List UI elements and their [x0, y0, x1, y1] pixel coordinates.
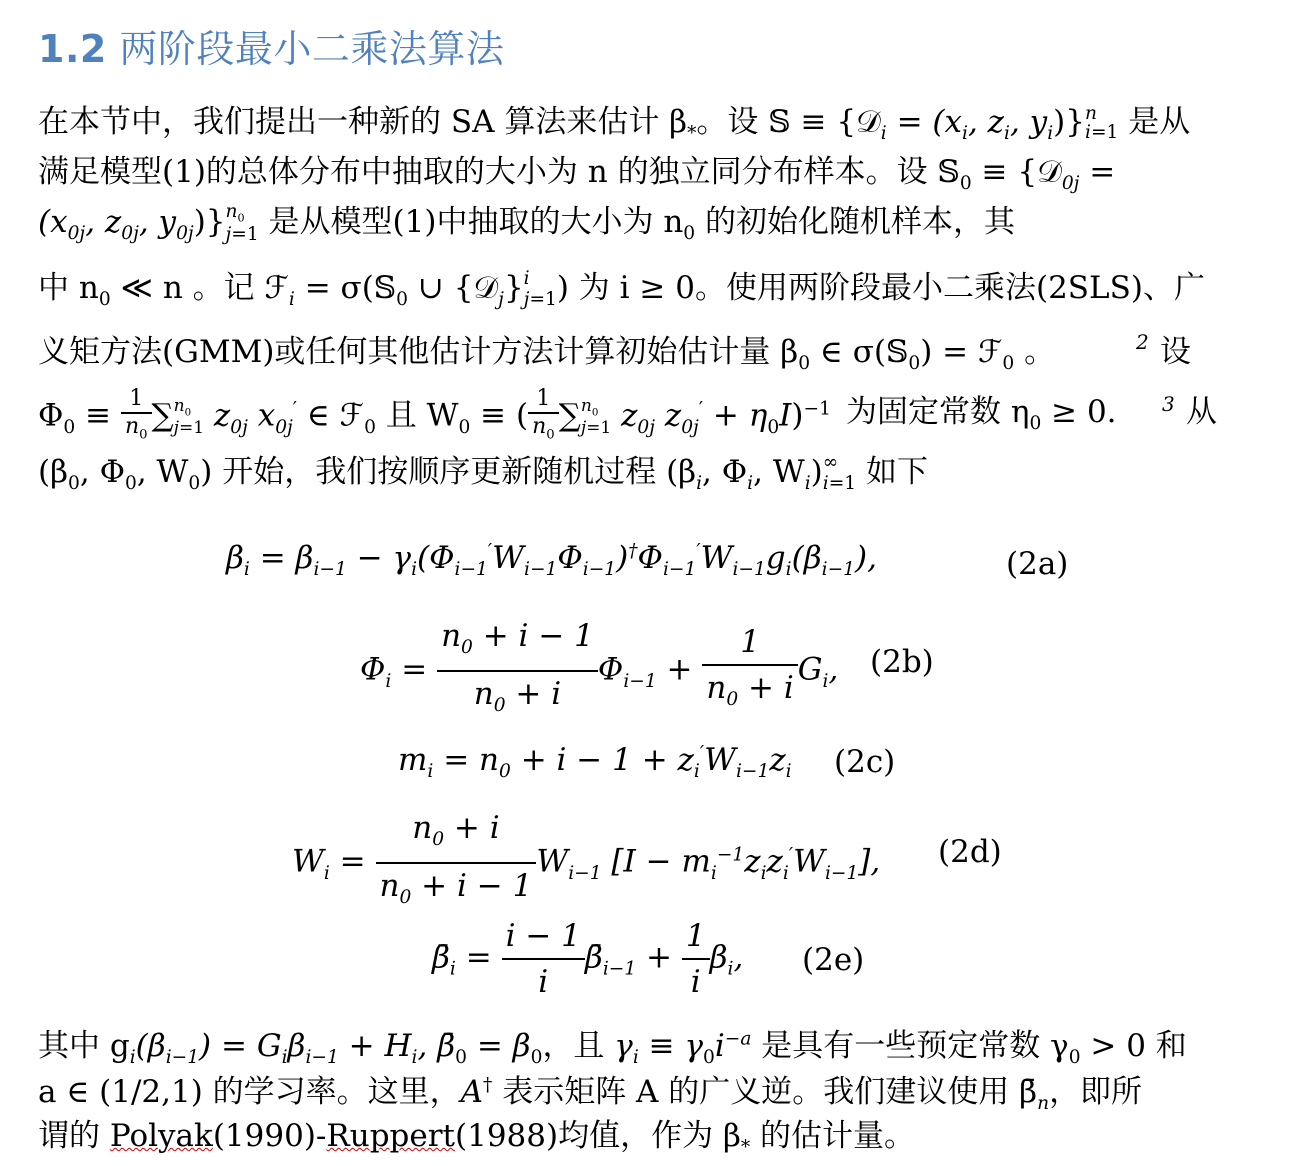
section-heading [38, 18, 504, 73]
paragraph1-line3: ($x_{0j}$, $z_{0j}$, $y_{0j})\}n_0$ j=1 是从模型(1)中抽取的大小为 $n_0$ 的初始化随机样本，其 [38, 200, 1015, 245]
polyak-name: Polyak [109, 1118, 213, 1154]
paragraph1-line2: 满足模型(1)的总体分布中抽取的大小为 n 的独立同分布样本。设 𝕊$_0$ ≡ {𝒟$_{0j}$ = [38, 154, 1116, 195]
footnote-2[interactable]: 2 [1136, 330, 1149, 354]
paragraph1-line6-tail: 从 [1186, 394, 1217, 430]
equation-label-2b: (2b) [870, 644, 934, 680]
paragraph1-line5-end: 设 [1160, 334, 1191, 370]
equation-2b: $\Phi_i$ = $\frac{n_0 + i - 1}{n_0 + i}$ $\Phi_{i-1}$ + $\frac{1}{n_0 + i}$ $G_i$, [360, 614, 838, 728]
paragraph1-line4: 中 $n_0$ ≪ n 。记 ℱ$_i$ = σ(𝕊$_0$ ∪ {𝒟$_j$}i j=1) 为 i ≥ 0。使用两阶段最小二乘法(2SLS)、广 [38, 268, 1205, 311]
equation-label-2d: (2d) [938, 834, 1002, 870]
section-number: 1.2 [38, 27, 107, 71]
footnote-3[interactable]: 3 [1162, 392, 1175, 416]
paragraph1-line6-end: 为固定常数 $\eta_0 \ge 0$. [846, 394, 1117, 435]
paragraph1-line6: $\Phi_0$ ≡ $\frac{1}{n_0}$ $\sum n_0$ j=1 $z_{0j}$ $x_{0j}'$ ∈ ℱ$_0$ 且 $W_0$ ≡ ( $\frac{1}{n_0}$ $\sum n_0$ j=1 $z_{0j}$ $z_{0j}' + \eta_0I)^{-1}$ [38, 386, 831, 443]
ruppert-name: Ruppert [326, 1118, 456, 1154]
paragraph2-line1: 其中 $g_i(\beta_{i-1}) = G_i\beta_{i-1} + H_i$, $\betā_0 = \beta_0$，且 $\gamma_i \equiv \gamma_0i^{-a}$ 是具有一些预定常数 $\gamma_0 > 0$ 和 [38, 1028, 1187, 1069]
equation-label-2e: (2e) [802, 942, 865, 978]
equation-2e: $\betā_i$ = $\frac{i - 1}{i}$ $\betā_{i-1}$ + $\frac{1}{i}$ $\beta_i$, [432, 914, 743, 1004]
paragraph1-line1: 在本节中，我们提出一种新的 SA 算法来估计 $\beta_*$。设 𝕊 ≡ {𝒟$_i$ = ($x_i$, $z_i$, $y_i)\}n$ i=1 是从 [38, 102, 1191, 145]
paragraph1-line5: 义矩方法(GMM)或任何其他估计方法计算初始估计量 $\beta_0$ ∈ σ(𝕊$_0$) = ℱ$_0$ 。 [38, 334, 1056, 375]
paragraph2-line2: a ∈ (1/2,1) 的学习率。这里，A† 表示矩阵 A 的广义逆。我们建议使用 $\betā_n$，即所 [38, 1074, 1143, 1115]
equation-2c: $m_i = n_0 + i - 1 + z_i'W_{i-1}z_i$ [398, 742, 792, 783]
equation-label-2a: (2a) [1006, 546, 1069, 582]
equation-2d: $W_i$ = $\frac{n_0 + i}{n_0 + i - 1}$ $W_{i-1}$ $[I - m_i^{-1}z_iz_i'W_{i-1}]$, [292, 806, 880, 920]
paragraph2-line3: 谓的 Polyak(1990)-Ruppert(1988)均值，作为 $\beta_*$ 的估计量。 [38, 1118, 916, 1159]
equation-2a: $\beta_i = \beta_{i-1} - \gamma_i(\Phi_{i-1}'W_{i-1}\Phi_{i-1})^\dagger\Phi_{i-1}'W_{i-1}g_i(\beta_{i-1})$, [226, 540, 877, 581]
section-title: 两阶段最小二乘法算法 [119, 27, 505, 71]
paragraph1-line7: ($\beta_0$, $\Phi_0$, $W_0$) 开始，我们按顺序更新随机过程 ($\beta_i$, $\Phi_i$, $W_i)\infty$ i=1 如下 [38, 452, 928, 495]
equation-label-2c: (2c) [834, 744, 896, 780]
